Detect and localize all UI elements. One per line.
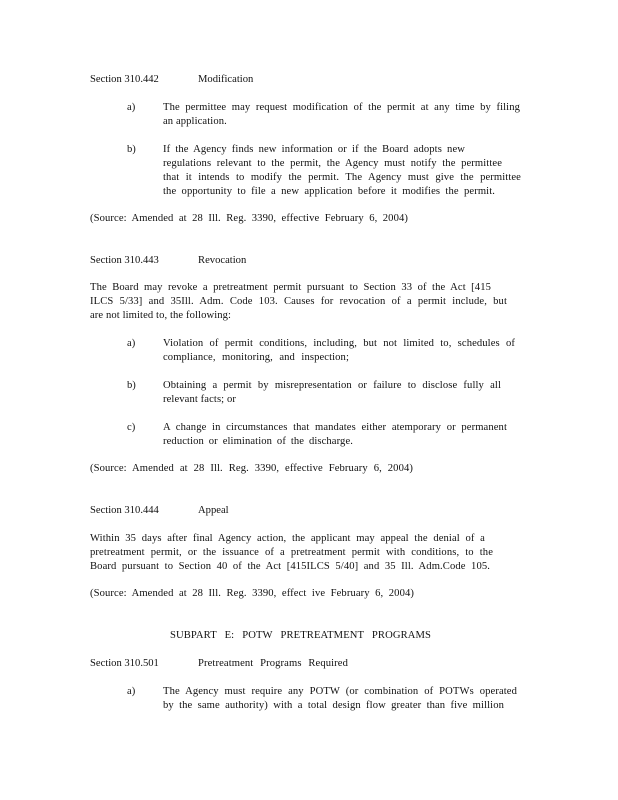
section-number: Section 310.501 (90, 658, 159, 669)
item-text-line: Violation of permit conditions, including, but not limited to, schedules of (163, 338, 515, 349)
item-text-line: Obtaining a permit by misrepresentation or failure to disclose fully all (163, 380, 501, 391)
body-text-line: are not limited to, the following: (90, 310, 232, 321)
item-label: c) (127, 422, 136, 433)
item-text-line: The Agency must require any POTW (or combination of POTWs operated (163, 686, 517, 697)
body-text-line: Within 35 days after final Agency action, the applicant may appeal the denial of a (90, 533, 485, 544)
item-text-line: reduction or elimination of the discharge. (163, 436, 353, 447)
item-label: a) (127, 338, 136, 349)
section-number: Section 310.442 (90, 74, 159, 85)
item-label: a) (127, 102, 136, 113)
source-note: (Source: Amended at 28 Ill. Reg. 3390, effective February 6, 2004) (90, 213, 408, 224)
item-text-line: If the Agency finds new information or if the Board adopts new (163, 144, 465, 155)
section-title: Pretreatment Programs Required (198, 658, 348, 669)
item-text-line: an application. (163, 116, 227, 127)
item-text-line: compliance, monitoring, and inspection; (163, 352, 349, 363)
item-text-line: the opportunity to file a new application before it modifies the permit. (163, 186, 495, 197)
item-text-line: regulations relevant to the permit, the Agency must notify the permittee (163, 158, 502, 169)
item-text-line: A change in circumstances that mandates either atemporary or permanent (163, 422, 507, 433)
body-text-line: Board pursuant to Section 40 of the Act [415ILCS 5/40] and 35 Ill. Adm.Code 105. (90, 561, 490, 572)
item-label: a) (127, 686, 136, 697)
item-text-line: by the same authority) with a total design flow greater than five million (163, 700, 504, 711)
item-label: b) (127, 144, 136, 155)
source-note: (Source: Amended at 28 Ill. Reg. 3390, effective February 6, 2004) (90, 463, 413, 474)
subpart-heading: SUBPART E: POTW PRETREATMENT PROGRAMS (170, 630, 431, 641)
section-number: Section 310.444 (90, 505, 159, 516)
section-title: Modification (198, 74, 254, 85)
item-text-line: that it intends to modify the permit. The Agency must give the permittee (163, 172, 521, 183)
source-note: (Source: Amended at 28 Ill. Reg. 3390, effect ive February 6, 2004) (90, 588, 414, 599)
section-number: Section 310.443 (90, 255, 159, 266)
item-text-line: relevant facts; or (163, 394, 236, 405)
item-label: b) (127, 380, 136, 391)
body-text-line: The Board may revoke a pretreatment permit pursuant to Section 33 of the Act [415 (90, 282, 491, 293)
section-title: Revocation (198, 255, 247, 266)
section-title: Appeal (198, 505, 229, 516)
item-text-line: The permittee may request modification of the permit at any time by filing (163, 102, 520, 113)
body-text-line: pretreatment permit, or the issuance of a pretreatment permit with conditions, to the (90, 547, 493, 558)
body-text-line: ILCS 5/33] and 35Ill. Adm. Code 103. Causes for revocation of a permit include, but (90, 296, 507, 307)
